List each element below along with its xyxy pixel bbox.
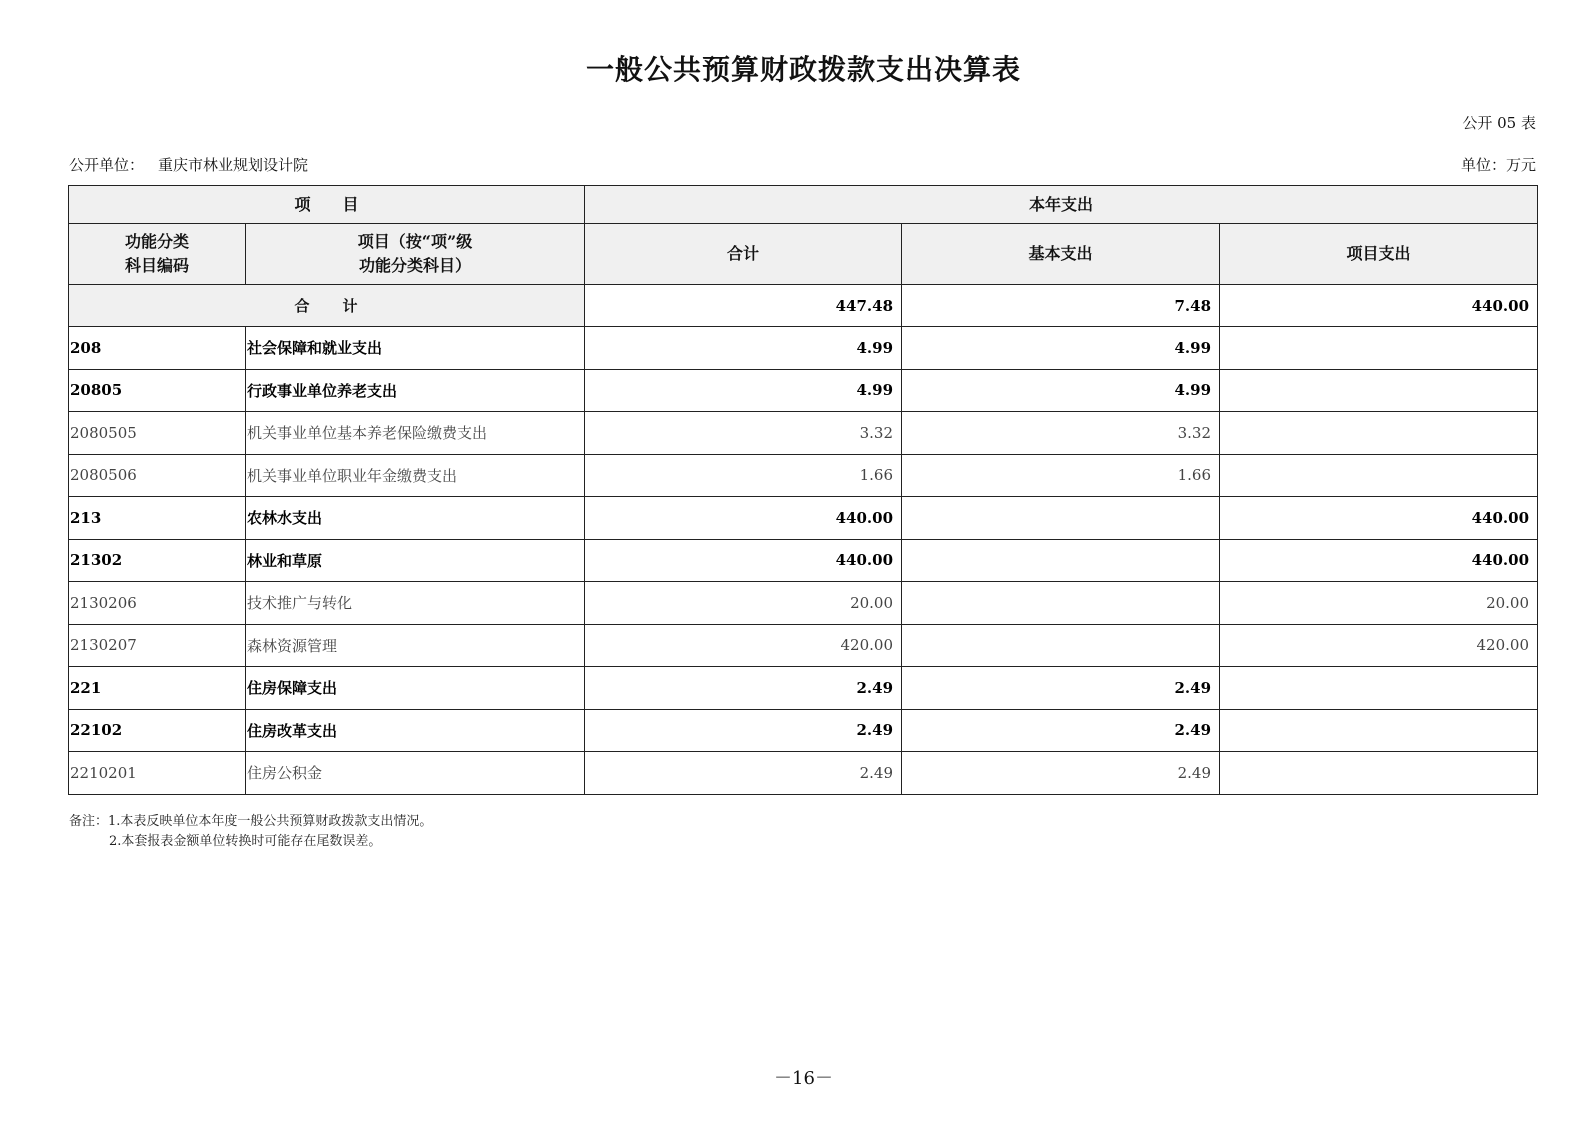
- row-basic: [902, 539, 1220, 582]
- table-row: [69, 412, 1538, 455]
- reporting-unit: [69, 154, 308, 175]
- table-row: [69, 752, 1538, 795]
- row-basic: 4.99: [902, 369, 1220, 412]
- total-basic: 7.48: [902, 285, 1220, 327]
- row-code: 208: [69, 327, 246, 370]
- row-basic: 2.49: [902, 709, 1220, 752]
- org-label: 公开单位：: [69, 156, 145, 174]
- row-name: 机关事业单位基本养老保险缴费支出: [246, 412, 585, 455]
- row-project: 440.00: [1220, 497, 1538, 540]
- row-total: 2.49: [585, 752, 902, 795]
- row-project: 20.00: [1220, 582, 1538, 625]
- row-code: 213: [69, 497, 246, 540]
- table-number: 公开 05 表: [1462, 114, 1536, 132]
- row-code: 22102: [69, 709, 246, 752]
- row-code: 2080506: [69, 454, 246, 497]
- row-project: [1220, 667, 1538, 710]
- row-total: 2.49: [585, 667, 902, 710]
- row-total: 440.00: [585, 497, 902, 540]
- row-project: [1220, 454, 1538, 497]
- header-code-line1: 功能分类: [124, 232, 189, 251]
- row-total: 1.66: [585, 454, 902, 497]
- row-basic: [902, 497, 1220, 540]
- row-basic: 3.32: [902, 412, 1220, 455]
- total-row: [69, 285, 1538, 327]
- table-row: [69, 667, 1538, 710]
- row-total: 2.49: [585, 709, 902, 752]
- row-total: 4.99: [585, 369, 902, 412]
- row-project: [1220, 412, 1538, 455]
- row-total: 20.00: [585, 582, 902, 625]
- row-code: 2080505: [69, 412, 246, 455]
- header-current-year: 本年支出: [585, 186, 1538, 224]
- header-project-col: 项目支出: [1220, 224, 1538, 285]
- table-row: [69, 369, 1538, 412]
- row-basic: [902, 624, 1220, 667]
- table-row: [69, 582, 1538, 625]
- row-name: 住房改革支出: [246, 709, 585, 752]
- note-line-1: 备注：1.本表反映单位本年度一般公共预算财政拨款支出情况。: [69, 814, 433, 829]
- header-name-line1: 项目（按“项”级: [357, 232, 473, 251]
- org-name: 重庆市林业规划设计院: [158, 156, 309, 174]
- row-code: 2130206: [69, 582, 246, 625]
- expenditure-table: [68, 185, 1538, 795]
- row-basic: 2.49: [902, 667, 1220, 710]
- header-code-line2: 科目编码: [124, 256, 189, 275]
- row-code: 2210201: [69, 752, 246, 795]
- header-total-col: 合计: [585, 224, 902, 285]
- page-title: 一般公共预算财政拨款支出决算表: [585, 53, 1021, 86]
- row-name: 社会保障和就业支出: [246, 327, 585, 370]
- table-row: [69, 454, 1538, 497]
- row-total: 4.99: [585, 327, 902, 370]
- header-name-col: [246, 224, 585, 285]
- total-label: 合 计: [69, 285, 585, 327]
- row-name: 农林水支出: [246, 497, 585, 540]
- row-name: 行政事业单位养老支出: [246, 369, 585, 412]
- row-name: 技术推广与转化: [246, 582, 585, 625]
- row-basic: 1.66: [902, 454, 1220, 497]
- row-basic: [902, 582, 1220, 625]
- table-row: [69, 539, 1538, 582]
- total-sum: 447.48: [585, 285, 902, 327]
- row-total: 420.00: [585, 624, 902, 667]
- row-code: 20805: [69, 369, 246, 412]
- row-name: 森林资源管理: [246, 624, 585, 667]
- table-row: [69, 497, 1538, 540]
- row-code: 21302: [69, 539, 246, 582]
- row-name: 住房公积金: [246, 752, 585, 795]
- header-project: 项 目: [69, 186, 585, 224]
- row-basic: 2.49: [902, 752, 1220, 795]
- header-basic-col: 基本支出: [902, 224, 1220, 285]
- header-code-col: [69, 224, 246, 285]
- row-project: [1220, 752, 1538, 795]
- row-project: 420.00: [1220, 624, 1538, 667]
- page-number: －16－: [774, 1068, 833, 1089]
- row-name: 住房保障支出: [246, 667, 585, 710]
- header-name-line2: 功能分类科目）: [359, 256, 472, 275]
- table-row: [69, 624, 1538, 667]
- notes: [69, 812, 432, 852]
- row-project: [1220, 369, 1538, 412]
- currency-unit: 单位：万元: [1460, 156, 1536, 174]
- row-basic: 4.99: [902, 327, 1220, 370]
- row-total: 440.00: [585, 539, 902, 582]
- row-total: 3.32: [585, 412, 902, 455]
- total-project: 440.00: [1220, 285, 1538, 327]
- row-project: [1220, 709, 1538, 752]
- row-project: [1220, 327, 1538, 370]
- note-line-2: 2.本套报表金额单位转换时可能存在尾数误差。: [109, 834, 382, 849]
- row-name: 机关事业单位职业年金缴费支出: [246, 454, 585, 497]
- row-name: 林业和草原: [246, 539, 585, 582]
- table-row: [69, 327, 1538, 370]
- row-project: 440.00: [1220, 539, 1538, 582]
- table-row: [69, 709, 1538, 752]
- row-code: 2130207: [69, 624, 246, 667]
- row-code: 221: [69, 667, 246, 710]
